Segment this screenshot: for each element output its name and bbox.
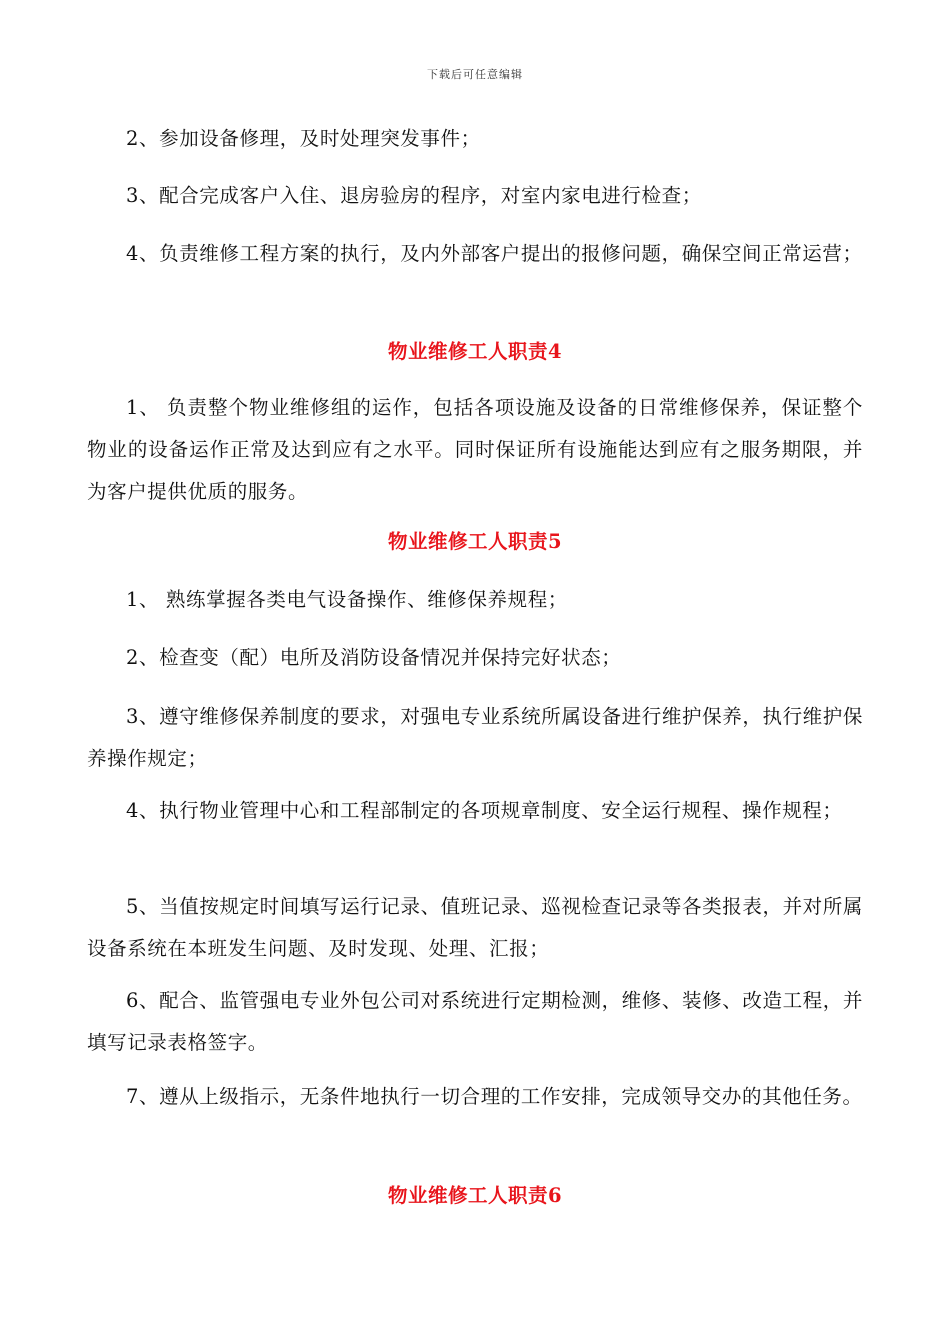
paragraph: 4、负责维修工程方案的执行，及内外部客户提出的报修问题，确保空间正常运营； xyxy=(126,242,863,265)
paragraph: 2、检查变（配）电所及消防设备情况并保持完好状态； xyxy=(126,646,622,669)
header-note: 下载后可任意编辑 xyxy=(427,68,523,81)
paragraph: 7、遵从上级指示，无条件地执行一切合理的工作安排，完成领导交办的其他任务。 xyxy=(126,1085,863,1108)
paragraph: 1、 熟练掌握各类电气设备操作、维修保养规程； xyxy=(126,588,568,611)
paragraph: 5、当值按规定时间填写运行记录、值班记录、巡视检查记录等各类报表，并对所属设备系统在本班发生问题、及时发现、处理、汇报； xyxy=(87,895,863,960)
paragraph: 3、遵守维修保养制度的要求，对强电专业系统所属设备进行维护保养，执行维护保养操作规定； xyxy=(87,705,863,770)
paragraph: 2、参加设备修理，及时处理突发事件； xyxy=(126,127,481,150)
section-heading: 物业维修工人职责6 xyxy=(387,1184,563,1207)
paragraph: 6、配合、监管强电专业外包公司对系统进行定期检测，维修、装修、改造工程，并填写记录表格签字。 xyxy=(87,989,863,1054)
paragraph: 3、配合完成客户入住、退房验房的程序，对室内家电进行检查； xyxy=(126,184,702,207)
section-heading: 物业维修工人职责4 xyxy=(387,340,563,363)
paragraph: 1、 负责整个物业维修组的运作，包括各项设施及设备的日常维修保养，保证整个物业的设备运作正常及达到应有之水平。同时保证所有设施能达到应有之服务期限，并为客户提供优质的服务。 xyxy=(87,396,863,503)
section-heading: 物业维修工人职责5 xyxy=(387,530,563,553)
paragraph: 4、执行物业管理中心和工程部制定的各项规章制度、安全运行规程、操作规程； xyxy=(126,799,843,822)
